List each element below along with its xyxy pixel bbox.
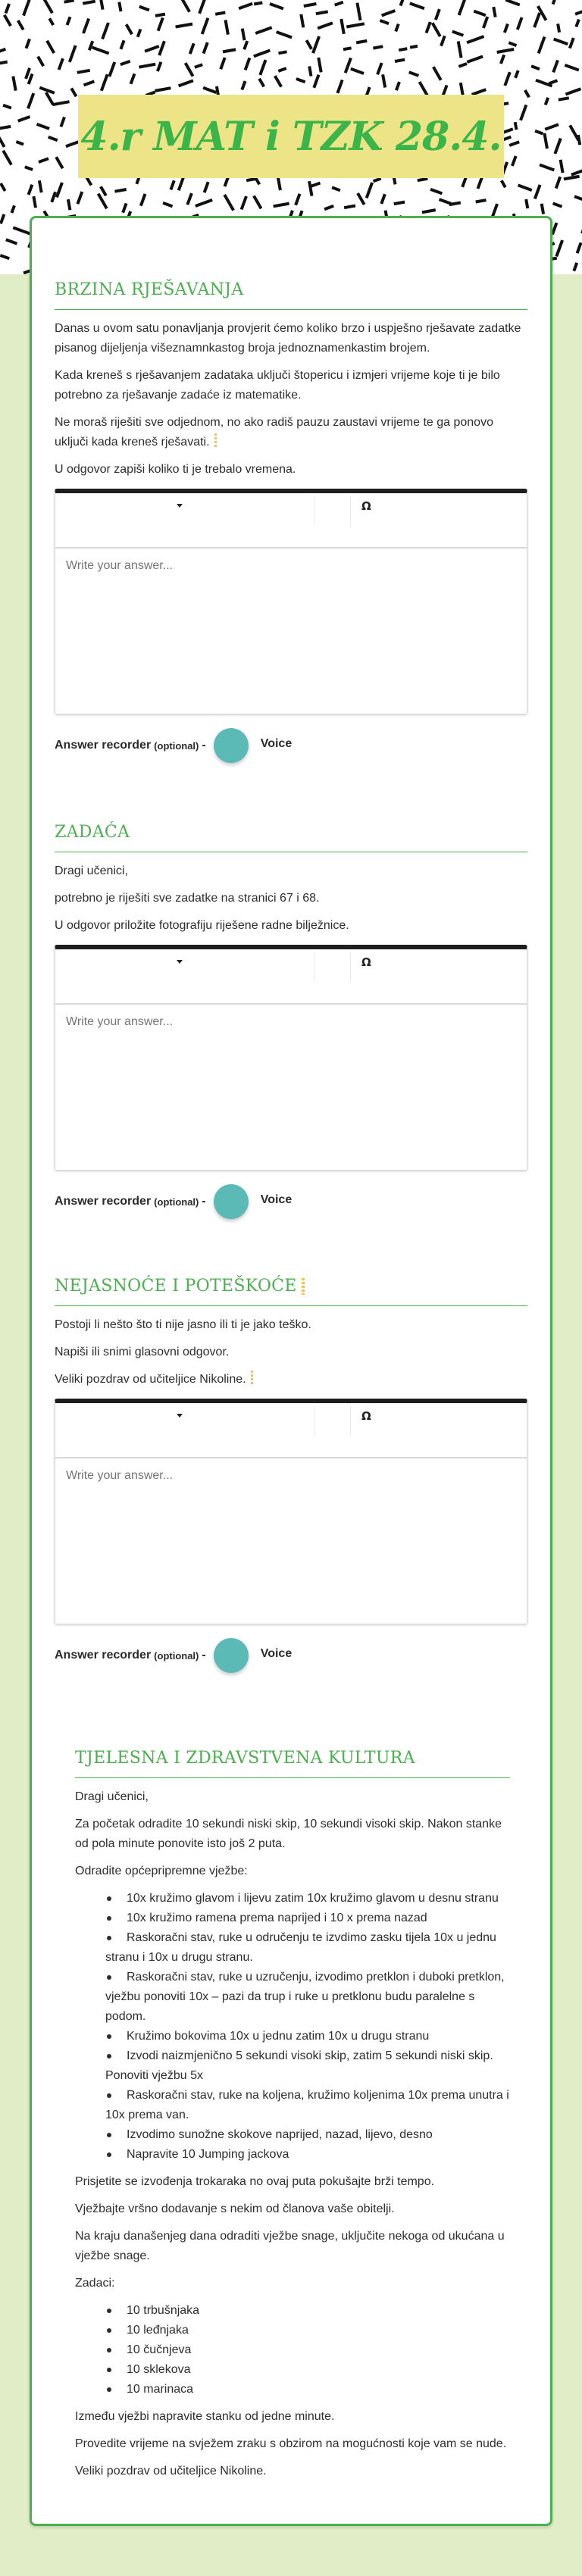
bullet-icon (105, 2321, 127, 2340)
section-divider (55, 309, 527, 310)
list-item: 10x kružimo ramena prema naprijed i 10 x prema nazad (105, 1909, 510, 1928)
bullet-icon (105, 2145, 127, 2165)
editor-toolbar (55, 949, 527, 1005)
toolbar-button[interactable] (315, 1403, 350, 1432)
voice-label: Voice (260, 1647, 293, 1660)
chevron-down-icon (177, 960, 183, 964)
section-brzina-rjesavanja (55, 279, 527, 763)
title-banner (78, 95, 504, 178)
list-item: Izvodimo sunožne skokove naprijed, nazad, lijevo, desno (105, 2125, 510, 2145)
answer-input[interactable] (55, 549, 527, 714)
bullet-icon (105, 2360, 127, 2380)
paragraph: Na kraju današenjeg dana odraditi vježbe snage, uključite nekoga od ukućana u vježbe snage. (75, 2230, 505, 2262)
special-character-icon[interactable]: Ω (361, 955, 371, 969)
section-tjelesna-kultura (75, 1747, 510, 2489)
special-character-icon[interactable]: Ω (361, 1409, 371, 1423)
section-divider (55, 1305, 527, 1306)
paragraph: Danas u ovom satu ponavljanja provjerit ćemo koliko brzo i uspješno rješavate zadatke pisanog dijeljenja višeznamnkastog broja jednoznamenkastim brojem. (55, 322, 521, 355)
toolbar-button[interactable] (315, 949, 350, 978)
answer-editor (55, 945, 527, 1171)
chevron-down-icon (177, 504, 183, 508)
list-item: 10 čučnjeva (105, 2340, 510, 2360)
recorder-label: Answer recorder (55, 1649, 152, 1662)
toolbar-button[interactable] (315, 493, 350, 522)
list-item: Kružimo bokovima 10x u jednu zatim 10x u drugu stranu (105, 2027, 510, 2046)
paragraph: Dragi učenici, (55, 864, 128, 877)
record-voice-button[interactable] (214, 1638, 249, 1673)
bullet-icon (105, 2046, 127, 2066)
paragraph: Zadaci: (75, 2277, 115, 2290)
answer-recorder (55, 1184, 527, 1219)
recorder-optional: (optional) (154, 1196, 199, 1208)
section-title: BRZINA RJEŠAVANJA (55, 280, 244, 299)
editor-toolbar (55, 493, 527, 549)
list-item: Raskoračni stav, ruke u odručenju te izvdimo zasku tijela 10x u jednu stranu i 10x u drugu stranu. (105, 1928, 510, 1968)
voice-label: Voice (260, 737, 293, 750)
answer-editor (55, 1399, 527, 1624)
toolbar-separator (350, 952, 351, 983)
answer-recorder (55, 728, 527, 763)
bullet-icon (105, 2340, 127, 2360)
warmup-list (75, 1889, 510, 2165)
tasks-list (75, 2301, 510, 2399)
section-zadaca (55, 821, 527, 1219)
editor-toolbar (55, 1403, 527, 1458)
paragraph: Odradite općepripremne vježbe: (75, 1865, 248, 1877)
paragraph: U odgovor zapiši koliko ti je trebalo vremena. (55, 463, 296, 476)
special-character-icon[interactable]: Ω (361, 499, 371, 513)
paragraph: Provedite vrijeme na svježem zraku s obzirom na mogućnosti koje vam se nude. (75, 2437, 507, 2450)
toolbar-separator (350, 496, 351, 527)
page-title: 4.r MAT i TZK 28.4. (80, 113, 502, 160)
recorder-optional: (optional) (154, 1649, 199, 1662)
list-item: Raskoračni stav, ruke u uzručenju, izvodimo pretklon i duboki pretklon, vježbu ponoviti 10x – pazi da trup i ruke u pretklonu budu paralelne s podom. (105, 1968, 510, 2027)
list-item: 10 leđnjaka (105, 2321, 510, 2340)
recorder-dash: - (202, 1649, 206, 1662)
section-title: TJELESNA I ZDRAVSTVENA KULTURA (75, 1749, 415, 1768)
text-cursor-marker (302, 1278, 305, 1295)
paragraph: potrebno je riješiti sve zadatke na stranici 67 i 68. (55, 892, 320, 905)
text-cursor-marker (251, 1371, 253, 1386)
section-divider (75, 1777, 510, 1778)
paragraph: Veliki pozdrav od učiteljice Nikoline. (75, 2465, 267, 2478)
recorder-optional: (optional) (154, 739, 199, 752)
paragraph: Za početak odradite 10 sekundi niski skip, 10 sekundi visoki skip. Nakon stanke od pola minute ponovite isto još 2 puta. (75, 1818, 502, 1850)
recorder-label: Answer recorder (55, 739, 152, 752)
section-nejasnoce (55, 1275, 527, 1673)
list-item: 10 sklekova (105, 2360, 510, 2380)
section-title: NEJASNOĆE I POTEŠKOĆE (55, 1275, 527, 1298)
record-voice-button[interactable] (214, 1184, 249, 1219)
toolbar-separator (350, 1406, 351, 1436)
voice-label: Voice (260, 1193, 293, 1206)
paragraph: Veliki pozdrav od učiteljice Nikoline. (55, 1370, 527, 1390)
paragraph: Između vježbi napravite stanku od jedne minute. (75, 2410, 335, 2423)
bullet-icon (105, 2086, 127, 2106)
bullet-icon (105, 2027, 127, 2046)
text-cursor-marker (214, 433, 217, 449)
paragraph: Vježbajte vršno dodavanje s nekim od članova vaše obitelji. (75, 2202, 395, 2215)
bullet-icon (105, 1928, 127, 1948)
record-voice-button[interactable] (214, 728, 249, 763)
bullet-icon (105, 1909, 127, 1928)
paragraph: Ne moraš riješiti sve odjednom, no ako radiš pauzu zaustavi vrijeme te ga ponovo uključi kada kreneš rješavati. (55, 416, 493, 449)
answer-recorder (55, 1638, 527, 1673)
recorder-dash: - (202, 1195, 206, 1208)
bullet-icon (105, 2125, 127, 2145)
recorder-dash: - (202, 739, 206, 752)
answer-input[interactable] (55, 1458, 527, 1624)
list-item: Raskoračni stav, ruke na koljena, kružimo koljenima 10x prema unutra i 10x prema van. (105, 2086, 510, 2125)
format-dropdown[interactable] (55, 1403, 314, 1432)
bullet-icon (105, 2380, 127, 2399)
chevron-down-icon (177, 1414, 183, 1418)
list-item: Napravite 10 Jumping jackova (105, 2145, 510, 2165)
section-title: ZADAĆA (55, 823, 130, 842)
format-dropdown[interactable] (55, 493, 314, 522)
bullet-icon (105, 2301, 127, 2321)
list-item: 10 marinaca (105, 2380, 510, 2399)
list-item: 10x kružimo glavom i lijevu zatim 10x kružimo glavom u desnu stranu (105, 1889, 510, 1909)
paragraph: U odgovor priložite fotografiju riješene radne bilježnice. (55, 919, 349, 932)
paragraph: Postoji li nešto što ti nije jasno ili ti je jako teško. (55, 1318, 311, 1331)
format-dropdown[interactable] (55, 949, 314, 978)
content-card (30, 216, 552, 2526)
paragraph: Prisjetite se izvođenja trokaraka no ovaj puta pokušajte brži tempo. (75, 2175, 435, 2188)
answer-editor (55, 489, 527, 714)
bullet-icon (105, 1889, 127, 1909)
bullet-icon (105, 1968, 127, 1987)
paragraph: Kada kreneš s rješavanjem zadataka uključi štopericu i izmjeri vrijeme koje ti je bilo potrebno za rješavanje zadaće iz matematike. (55, 369, 500, 402)
paragraph: Napiši ili snimi glasovni odgovor. (55, 1346, 230, 1358)
answer-input[interactable] (55, 1005, 527, 1170)
paragraph: Dragi učenici, (75, 1790, 149, 1803)
list-item: Izvodi naizmjenično 5 sekundi visoki skip, zatim 5 sekundi niski skip. Ponoviti vježbu 5x (105, 2046, 510, 2086)
recorder-label: Answer recorder (55, 1195, 152, 1208)
list-item: 10 trbušnjaka (105, 2301, 510, 2321)
